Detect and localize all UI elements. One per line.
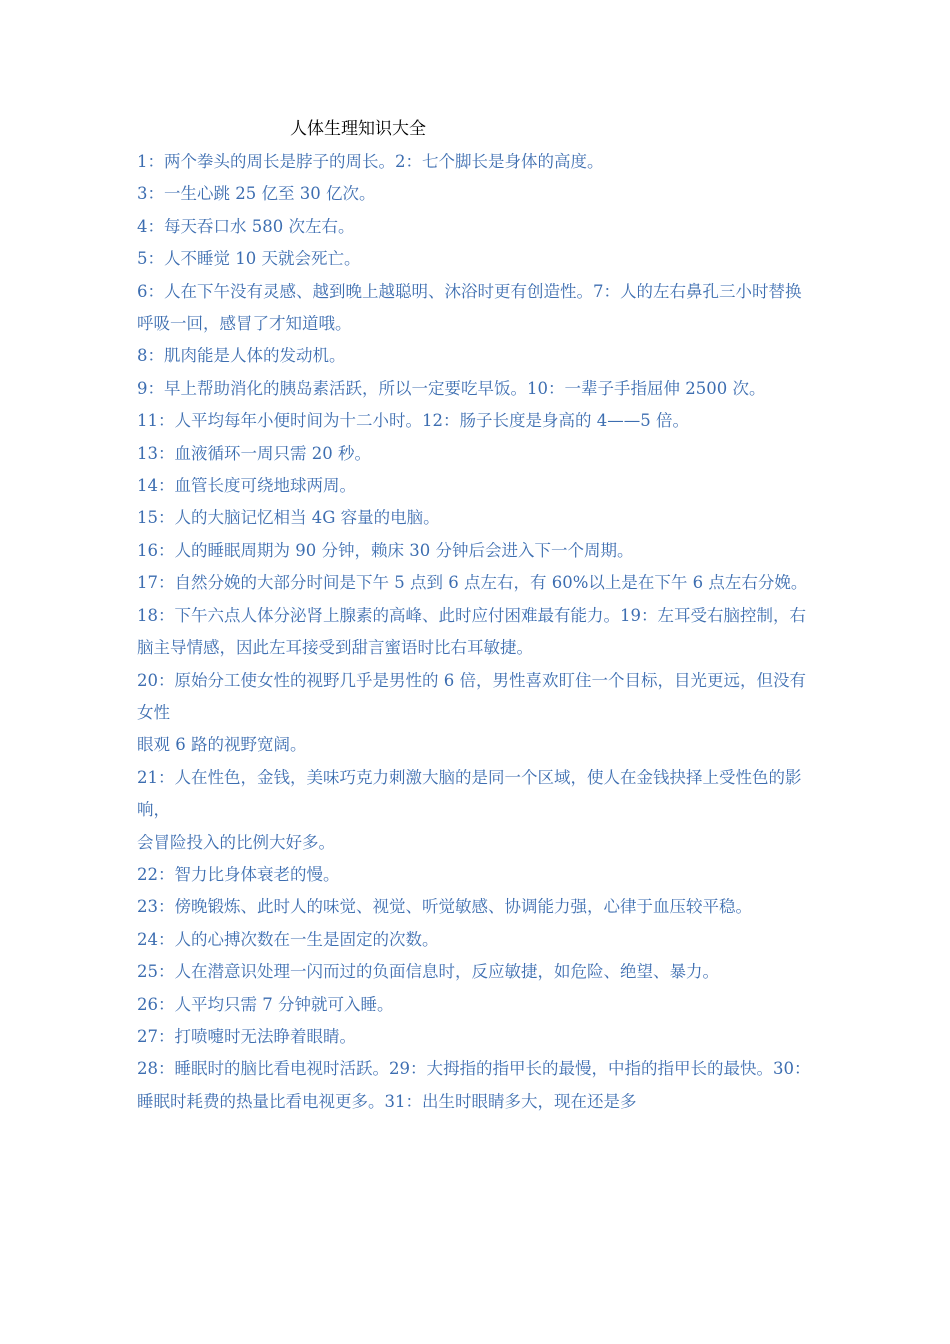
paragraph: 眼观 6 路的视野宽阔。: [137, 735, 307, 755]
paragraph: 16：人的睡眠周期为 90 分钟，赖床 30 分钟后会进入下一个周期。: [137, 540, 634, 560]
paragraph: 3：一生心跳 25 亿至 30 亿次。: [137, 184, 376, 204]
paragraph: 15：人的大脑记忆相当 4G 容量的电脑。: [137, 508, 440, 528]
paragraph: 20：原始分工使女性的视野几乎是男性的 6 倍，男性喜欢盯住一个目标，目光更远，但没有女性: [137, 670, 806, 722]
paragraph: 25：人在潜意识处理一闪而过的负面信息时，反应敏捷，如危险、绝望、暴力。: [137, 962, 719, 982]
document-title: 人体生理知识大全: [290, 119, 426, 139]
paragraph: 23：傍晚锻炼、此时人的味觉、视觉、听觉敏感、协调能力强，心律于血压较平稳。: [137, 897, 752, 917]
paragraph: 18：下午六点人体分泌肾上腺素的高峰、此时应付困难最有能力。19：左耳受右脑控制，右脑主导情感，因此左耳接受到甜言蜜语时比右耳敏捷。: [137, 605, 806, 658]
paragraph: 11：人平均每年小便时间为十二小时。12：肠子长度是身高的 4——5 倍。: [137, 411, 689, 431]
paragraph: 8：肌肉能是人体的发动机。: [137, 346, 346, 366]
paragraph: 13：血液循环一周只需 20 秒。: [137, 443, 371, 463]
paragraph: 27：打喷嚏时无法睁着眼睛。: [137, 1026, 356, 1046]
paragraph: 21：人在性色，金钱，美味巧克力刺激大脑的是同一个区域，使人在金钱抉择上受性色的影响，: [137, 767, 802, 820]
paragraph: 5：人不睡觉 10 天就会死亡。: [137, 249, 361, 269]
paragraph: 14：血管长度可绕地球两周。: [137, 476, 356, 496]
paragraph: 6：人在下午没有灵感、越到晚上越聪明、沐浴时更有创造性。7：人的左右鼻孔三小时替换呼吸一回，感冒了才知道哦。: [137, 281, 802, 334]
paragraph: 会冒险投入的比例大好多。: [137, 832, 335, 852]
paragraph: 9：早上帮助消化的胰岛素活跃，所以一定要吃早饭。10：一辈子手指屈伸 2500 次。: [137, 378, 766, 398]
paragraph: 1：两个拳头的周长是脖子的周长。2：七个脚长是身体的高度。: [137, 152, 604, 171]
paragraph: 4：每天吞口水 580 次左右。: [137, 216, 355, 236]
paragraph: 24：人的心搏次数在一生是固定的次数。: [137, 929, 439, 949]
document-body: [137, 146, 813, 1118]
paragraph: 22：智力比身体衰老的慢。: [137, 864, 340, 884]
paragraph: 17：自然分娩的大部分时间是下午 5 点到 6 点左右，有 60%以上是在下午 6 点左右分娩。: [137, 573, 808, 593]
paragraph: 26：人平均只需 7 分钟就可入睡。: [137, 994, 394, 1014]
paragraph: 28：睡眠时的脑比看电视时活跃。29：大拇指的指甲长的最慢，中指的指甲长的最快。30：睡眠时耗费的热量比看电视更多。31：出生时眼睛多大，现在还是多: [137, 1059, 811, 1111]
